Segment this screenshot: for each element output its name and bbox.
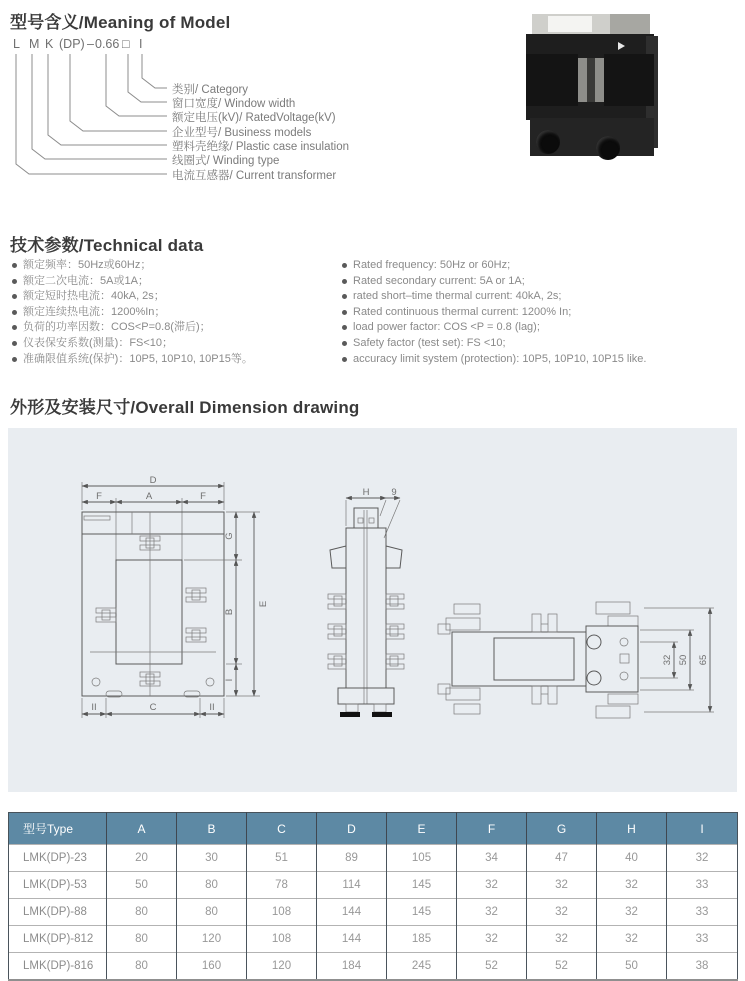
code-part-voltage: 0.66 bbox=[95, 37, 120, 51]
dimension-drawing-panel bbox=[8, 428, 737, 792]
dim-value-cell: 89 bbox=[317, 845, 387, 872]
code-label-plastic-case: 塑料壳绝缘/ Plastic case insulation bbox=[172, 141, 350, 153]
technical-item-zh bbox=[12, 352, 332, 368]
bullet-text: Safety factor (test set): FS <10; bbox=[353, 336, 506, 349]
dim-value-cell: 32 bbox=[457, 872, 527, 899]
dim-value-cell: 51 bbox=[247, 845, 317, 872]
product-photo bbox=[522, 12, 664, 160]
dim-value-cell: 40 bbox=[597, 845, 667, 872]
code-label-business-model: 企业型号/ Business models bbox=[172, 127, 312, 139]
table-header-row bbox=[9, 813, 738, 845]
section-title-technical-data: 技术参数/Technical data bbox=[10, 236, 204, 255]
dim-value-cell: 32 bbox=[597, 899, 667, 926]
bullet-text: Rated continuous thermal current: 1200% In; bbox=[353, 305, 572, 318]
dim-value-cell: 50 bbox=[107, 872, 177, 899]
technical-item-en bbox=[342, 352, 742, 368]
dim-value-cell: 20 bbox=[107, 845, 177, 872]
dim-label-F-left: F bbox=[96, 491, 102, 502]
dim-value-cell: 33 bbox=[667, 899, 738, 926]
dim-value-cell: 52 bbox=[457, 953, 527, 981]
code-label-window-width: 窗口宽度/ Window width bbox=[172, 98, 296, 110]
table-row bbox=[9, 899, 738, 926]
dim-value-cell: 33 bbox=[667, 926, 738, 953]
dim-value-cell: 33 bbox=[667, 872, 738, 899]
side-view-drawing bbox=[320, 486, 430, 721]
bullet-icon bbox=[342, 279, 347, 284]
dim-value-cell: 144 bbox=[317, 899, 387, 926]
dim-value-cell: 245 bbox=[387, 953, 457, 981]
dim-value-cell: 50 bbox=[597, 953, 667, 981]
bullet-text: 额定连续热电流：1200%In； bbox=[23, 305, 166, 318]
dim-value-cell: 144 bbox=[317, 926, 387, 953]
code-part-L: L bbox=[13, 37, 20, 51]
dim-label-50: 50 bbox=[678, 654, 689, 666]
bullet-icon bbox=[342, 357, 347, 362]
dim-value-cell: 184 bbox=[317, 953, 387, 981]
photo-arrow-mark bbox=[618, 42, 625, 50]
technical-item-zh bbox=[12, 336, 332, 352]
photo-top-cap-right bbox=[610, 14, 650, 36]
dim-label-II-right: II bbox=[209, 702, 215, 713]
technical-item-en bbox=[342, 305, 742, 321]
bullet-text: Rated secondary current: 5A or 1A; bbox=[353, 274, 525, 287]
technical-data-list-chinese bbox=[12, 258, 332, 367]
dim-value-cell: 32 bbox=[597, 926, 667, 953]
dimensions-table bbox=[8, 812, 738, 981]
bullet-icon bbox=[12, 310, 17, 315]
front-view-drawing bbox=[70, 476, 285, 731]
bullet-text: 额定短时热电流：40kA, 2s； bbox=[23, 290, 165, 303]
col-header-I: I bbox=[667, 813, 738, 845]
bullet-icon bbox=[342, 310, 347, 315]
dim-value-cell: 114 bbox=[317, 872, 387, 899]
code-label-category: 类别/ Category bbox=[172, 84, 249, 96]
technical-item-zh bbox=[12, 305, 332, 321]
bullet-icon bbox=[342, 263, 347, 268]
code-part-category: I bbox=[139, 37, 143, 51]
bullet-text: 额定二次电流：5A或1A； bbox=[23, 274, 149, 287]
bullet-text: load power factor: COS <P = 0.8 (lag); bbox=[353, 321, 540, 334]
col-header-G: G bbox=[527, 813, 597, 845]
dim-value-cell: 32 bbox=[527, 926, 597, 953]
photo-window-slot bbox=[587, 58, 595, 102]
table-row bbox=[9, 953, 738, 981]
dim-value-cell: 120 bbox=[247, 953, 317, 981]
table-row bbox=[9, 926, 738, 953]
col-header-D: D bbox=[317, 813, 387, 845]
dim-value-cell: 108 bbox=[247, 899, 317, 926]
dim-value-cell: 47 bbox=[527, 845, 597, 872]
dim-value-cell: 52 bbox=[527, 953, 597, 981]
bullet-icon bbox=[342, 325, 347, 330]
col-header-E: E bbox=[387, 813, 457, 845]
col-header-C: C bbox=[247, 813, 317, 845]
technical-item-en bbox=[342, 320, 742, 336]
dim-label-C: C bbox=[149, 702, 157, 713]
code-label-current-transformer: 电流互感器/ Current transformer bbox=[172, 170, 337, 182]
photo-left-shoulder bbox=[526, 54, 578, 106]
dim-value-cell: 80 bbox=[177, 872, 247, 899]
bullet-text: 负荷的功率因数：COS<P=0.8(滞后)； bbox=[23, 321, 211, 334]
photo-knob-right bbox=[596, 136, 620, 160]
dim-value-cell: 78 bbox=[247, 872, 317, 899]
model-name-cell: LMK(DP)-23 bbox=[9, 845, 107, 872]
dim-label-65: 65 bbox=[698, 654, 709, 666]
col-header-H: H bbox=[597, 813, 667, 845]
dim-label-F-right: F bbox=[200, 491, 206, 502]
bullet-icon bbox=[12, 357, 17, 362]
code-part-dash: – bbox=[87, 37, 94, 51]
technical-item-en bbox=[342, 289, 742, 305]
bullet-text: 额定频率：50Hz或60Hz； bbox=[23, 259, 152, 271]
technical-item-en bbox=[342, 274, 742, 290]
photo-label-sticker bbox=[548, 16, 592, 32]
technical-item-zh bbox=[12, 274, 332, 290]
model-code-diagram bbox=[0, 0, 520, 225]
dim-value-cell: 32 bbox=[597, 872, 667, 899]
code-part-window-box: □ bbox=[122, 37, 130, 51]
dim-value-cell: 32 bbox=[527, 899, 597, 926]
bullet-text: 准确限值系统(保护)：10P5, 10P10, 10P15等。 bbox=[23, 352, 253, 365]
dim-value-cell: 145 bbox=[387, 899, 457, 926]
model-name-cell: LMK(DP)-812 bbox=[9, 926, 107, 953]
dim-value-cell: 105 bbox=[387, 845, 457, 872]
photo-core-window bbox=[578, 58, 604, 102]
bullet-icon bbox=[12, 263, 17, 268]
bullet-text: rated short–time thermal current: 40kA, 2s; bbox=[353, 290, 562, 303]
dim-value-cell: 34 bbox=[457, 845, 527, 872]
col-header-type: 型号Type bbox=[9, 813, 107, 845]
technical-item-zh bbox=[12, 258, 332, 274]
dim-value-cell: 30 bbox=[177, 845, 247, 872]
dim-label-E: E bbox=[258, 600, 269, 608]
dim-label-B: B bbox=[224, 608, 235, 616]
photo-knob-left bbox=[536, 130, 560, 154]
table-row bbox=[9, 872, 738, 899]
model-name-cell: LMK(DP)-53 bbox=[9, 872, 107, 899]
bullet-icon bbox=[342, 294, 347, 299]
dim-label-9: 9 bbox=[391, 487, 397, 498]
dim-value-cell: 80 bbox=[177, 899, 247, 926]
bullet-icon bbox=[342, 341, 347, 346]
dim-value-cell: 160 bbox=[177, 953, 247, 981]
code-label-winding-type: 线圈式/ Winding type bbox=[172, 155, 280, 167]
code-part-DP: (DP) bbox=[59, 37, 85, 51]
code-part-M: M bbox=[29, 37, 40, 51]
dim-label-D: D bbox=[149, 475, 157, 486]
code-label-rated-voltage: 额定电压(kV)/ RatedVoltage(kV) bbox=[172, 112, 336, 124]
technical-item-zh bbox=[12, 320, 332, 336]
table-row bbox=[9, 845, 738, 872]
bullet-text: accuracy limit system (protection): 10P5, 10P10, 10P15 like. bbox=[353, 352, 647, 365]
bullet-text: 仪表保安系数(测量)：FS<10； bbox=[23, 336, 174, 349]
dim-value-cell: 80 bbox=[107, 899, 177, 926]
col-header-F: F bbox=[457, 813, 527, 845]
dim-label-G: G bbox=[224, 532, 235, 540]
dim-label-II-left: II bbox=[91, 702, 97, 713]
code-part-K: K bbox=[45, 37, 54, 51]
top-view-drawing bbox=[436, 594, 731, 726]
col-header-B: B bbox=[177, 813, 247, 845]
dim-value-cell: 145 bbox=[387, 872, 457, 899]
section-title-dimension-drawing: 外形及安装尺寸/Overall Dimension drawing bbox=[10, 398, 360, 417]
col-header-A: A bbox=[107, 813, 177, 845]
dim-label-32: 32 bbox=[662, 654, 673, 666]
model-name-cell: LMK(DP)-816 bbox=[9, 953, 107, 981]
dim-label-I: I bbox=[224, 678, 235, 682]
technical-data-list-english bbox=[342, 258, 742, 367]
dim-label-H: H bbox=[362, 487, 370, 498]
dim-value-cell: 32 bbox=[667, 845, 738, 872]
section-title-model-meaning: 型号含义/Meaning of Model bbox=[10, 13, 231, 32]
bullet-icon bbox=[12, 294, 17, 299]
dim-value-cell: 108 bbox=[247, 926, 317, 953]
bullet-icon bbox=[12, 325, 17, 330]
model-name-cell: LMK(DP)-88 bbox=[9, 899, 107, 926]
bullet-icon bbox=[12, 279, 17, 284]
dim-value-cell: 185 bbox=[387, 926, 457, 953]
technical-item-zh bbox=[12, 289, 332, 305]
photo-right-shoulder bbox=[604, 54, 654, 106]
technical-item-en bbox=[342, 258, 742, 274]
dim-value-cell: 80 bbox=[107, 953, 177, 981]
dim-label-A: A bbox=[145, 491, 153, 502]
dim-value-cell: 80 bbox=[107, 926, 177, 953]
dim-value-cell: 32 bbox=[457, 899, 527, 926]
dim-value-cell: 38 bbox=[667, 953, 738, 981]
technical-item-en bbox=[342, 336, 742, 352]
dim-value-cell: 120 bbox=[177, 926, 247, 953]
bullet-text: Rated frequency: 50Hz or 60Hz; bbox=[353, 259, 511, 271]
bullet-icon bbox=[12, 341, 17, 346]
dim-value-cell: 32 bbox=[457, 926, 527, 953]
dim-value-cell: 32 bbox=[527, 872, 597, 899]
